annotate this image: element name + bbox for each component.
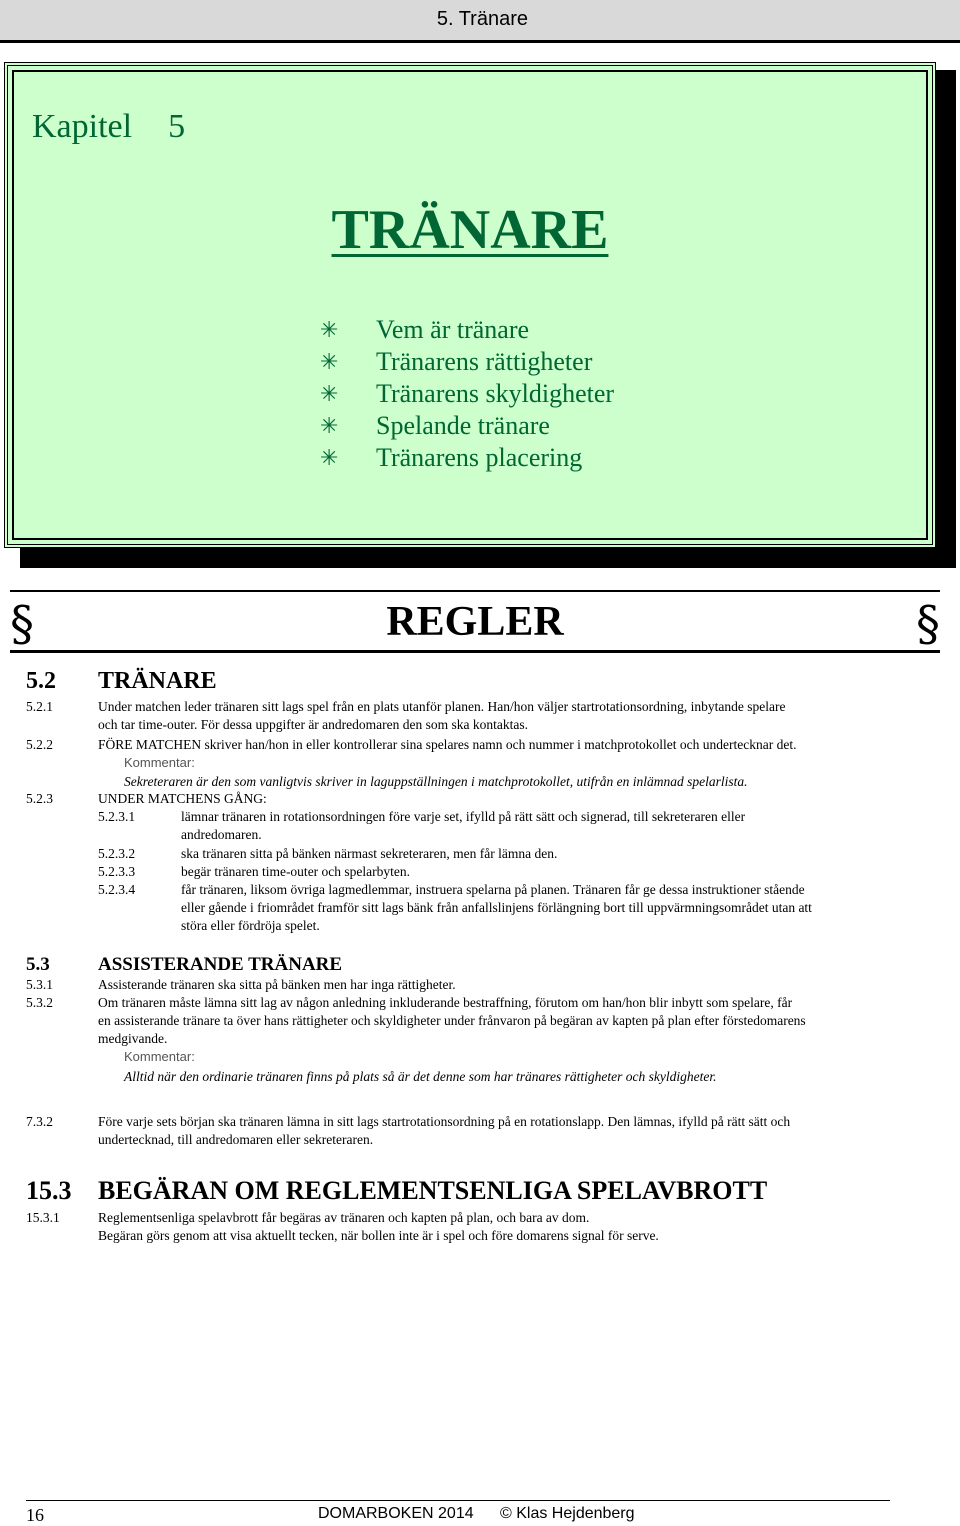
section-symbol-left: § [10, 596, 34, 652]
rule-text-line: medgivande. [98, 1031, 168, 1046]
list-item [320, 378, 614, 410]
rule-number: 5.3.2 [26, 995, 53, 1010]
rule-number: 5.2.3.1 [98, 809, 136, 824]
rule-text-line: lämnar tränaren in rotationsordningen före varje set, ifylld på rätt sätt och signerad, till sekreteraren eller [181, 809, 746, 824]
rule-text-line: får tränaren, liksom övriga lagmedlemmar, instruera spelarna på planen. Tränaren får ge dessa instruktioner stående [181, 882, 805, 897]
book-title: DOMARBOKEN 2014 [318, 1505, 474, 1522]
list-item [320, 442, 614, 474]
regler-title: REGLER [386, 599, 564, 645]
section-number: 5.2 [26, 668, 56, 694]
section-title: ASSISTERANDE TRÄNARE [98, 954, 343, 975]
rule-number: 5.2.1 [26, 699, 53, 714]
chapter-title: TRÄNARE [331, 199, 609, 261]
rule-number: 5.2.3.4 [98, 882, 136, 897]
rule-text-line: Under matchen leder tränaren sitt lags spel från en plats utanför planen. Han/hon väljer startrotationsordning, inbytande spelare [98, 699, 786, 714]
list-item-label: Vem är tränare [376, 315, 530, 344]
rule-text-line: Assisterande tränaren ska sitta på bänken men har inga rättigheter. [98, 977, 456, 992]
comment-text: Alltid när den ordinarie tränaren finns på plats så är det denne som har tränares rättigheter och skyldigheter. [124, 1069, 717, 1084]
list-item-label: Tränarens skyldigheter [376, 379, 615, 408]
list-item-label: Tränarens placering [376, 443, 583, 472]
rule-number: 5.2.2 [26, 737, 53, 752]
rule-number: 5.2.3.2 [98, 846, 136, 861]
section-title: BEGÄRAN OM REGLEMENTSENLIGA SPELAVBROTT [98, 1176, 768, 1205]
chapter-card [4, 62, 936, 548]
rule-text-line: Begäran görs genom att visa aktuellt tecken, när bollen inte är i spel och före domarens signal för serve. [98, 1228, 659, 1243]
copyright: © Klas Hejdenberg [500, 1505, 635, 1522]
asterisk-icon: ✳ [320, 413, 339, 439]
section-number: 15.3 [26, 1176, 72, 1205]
chapter-header [0, 0, 960, 43]
section-title: TRÄNARE [98, 668, 217, 694]
chapter-label: 5. Tränare [436, 8, 528, 30]
rule-text-line: andredomaren. [181, 827, 262, 842]
rule-text-line: FÖRE MATCHEN skriver han/hon in eller kontrollerar sina spelares namn och nummer i matchprotokollet och undertecknar det. [98, 737, 797, 752]
rule-text-line: eller gående i friområdet framför sitt lags bänk från anfallslinjens förlängning bort till uppvärmningsområdet utan att [181, 900, 812, 915]
list-item [320, 314, 614, 346]
list-item-label: Spelande tränare [376, 411, 550, 440]
rule-text-line: en assisterande tränare ta över hans rättigheter och skyldigheter under frånvaron på begäran av kapten på plan efter förstedomarens [98, 1013, 806, 1028]
rule-text-line: begär tränaren time-outer och spelarbyten. [181, 864, 411, 879]
comment-label: Kommentar: [124, 755, 195, 770]
section-number: 5.3 [26, 954, 50, 975]
rule-text-line: Reglementsenliga spelavbrott får begäras av tränaren och kapten på plan, och bara av dom. [98, 1210, 590, 1225]
asterisk-icon: ✳ [320, 381, 339, 407]
rule-number: 5.2.3.3 [98, 864, 136, 879]
rule-text-line: och tar time-outer. För dessa uppgifter är andredomaren den som ska kontaktas. [98, 717, 528, 732]
rule-text-line: Före varje sets början ska tränaren lämna in sitt lags startrotationsordning på en rotationslapp. Den lämnas, ifylld på rätt sätt och [98, 1114, 791, 1129]
page-number: 16 [26, 1505, 44, 1525]
kapitel-number: 5 [168, 108, 186, 145]
comment-label: Kommentar: [124, 1049, 195, 1064]
kapitel-word: Kapitel [32, 108, 133, 145]
rule-number: 7.3.2 [26, 1114, 53, 1129]
asterisk-icon: ✳ [320, 349, 339, 375]
asterisk-icon: ✳ [320, 445, 339, 471]
rule-number: 5.3.1 [26, 977, 53, 992]
section-symbol-right: § [916, 596, 940, 652]
asterisk-icon: ✳ [320, 317, 339, 343]
kapitel-heading [32, 108, 185, 146]
rule-text-line: undertecknad, till andredomaren eller sekreteraren. [98, 1132, 374, 1147]
rule-number: 5.2.3 [26, 791, 53, 806]
comment-text: Sekreteraren är den som vanligtvis skriver in laguppställningen i matchprotokollet, utifrån en inlämnad spelarlista. [124, 774, 748, 789]
rule-text-line: UNDER MATCHENS GÅNG: [98, 791, 267, 806]
list-item [320, 410, 614, 442]
rule-text-line: Om tränaren måste lämna sitt lag av någon anledning inkluderande bestraffning, förutom om han/hon blir inbytt som spelare, får [98, 995, 793, 1010]
list-item [320, 346, 614, 378]
rule-number: 15.3.1 [26, 1210, 60, 1225]
topic-list [320, 314, 614, 474]
rule-text-line: störa eller fördröja spelet. [181, 918, 320, 933]
list-item-label: Tränarens rättigheter [376, 347, 593, 376]
footer-divider [26, 1500, 890, 1501]
rule-text-line: ska tränaren sitta på bänken närmast sekreteraren, men får lämna den. [181, 846, 558, 861]
regler-banner [10, 590, 940, 653]
